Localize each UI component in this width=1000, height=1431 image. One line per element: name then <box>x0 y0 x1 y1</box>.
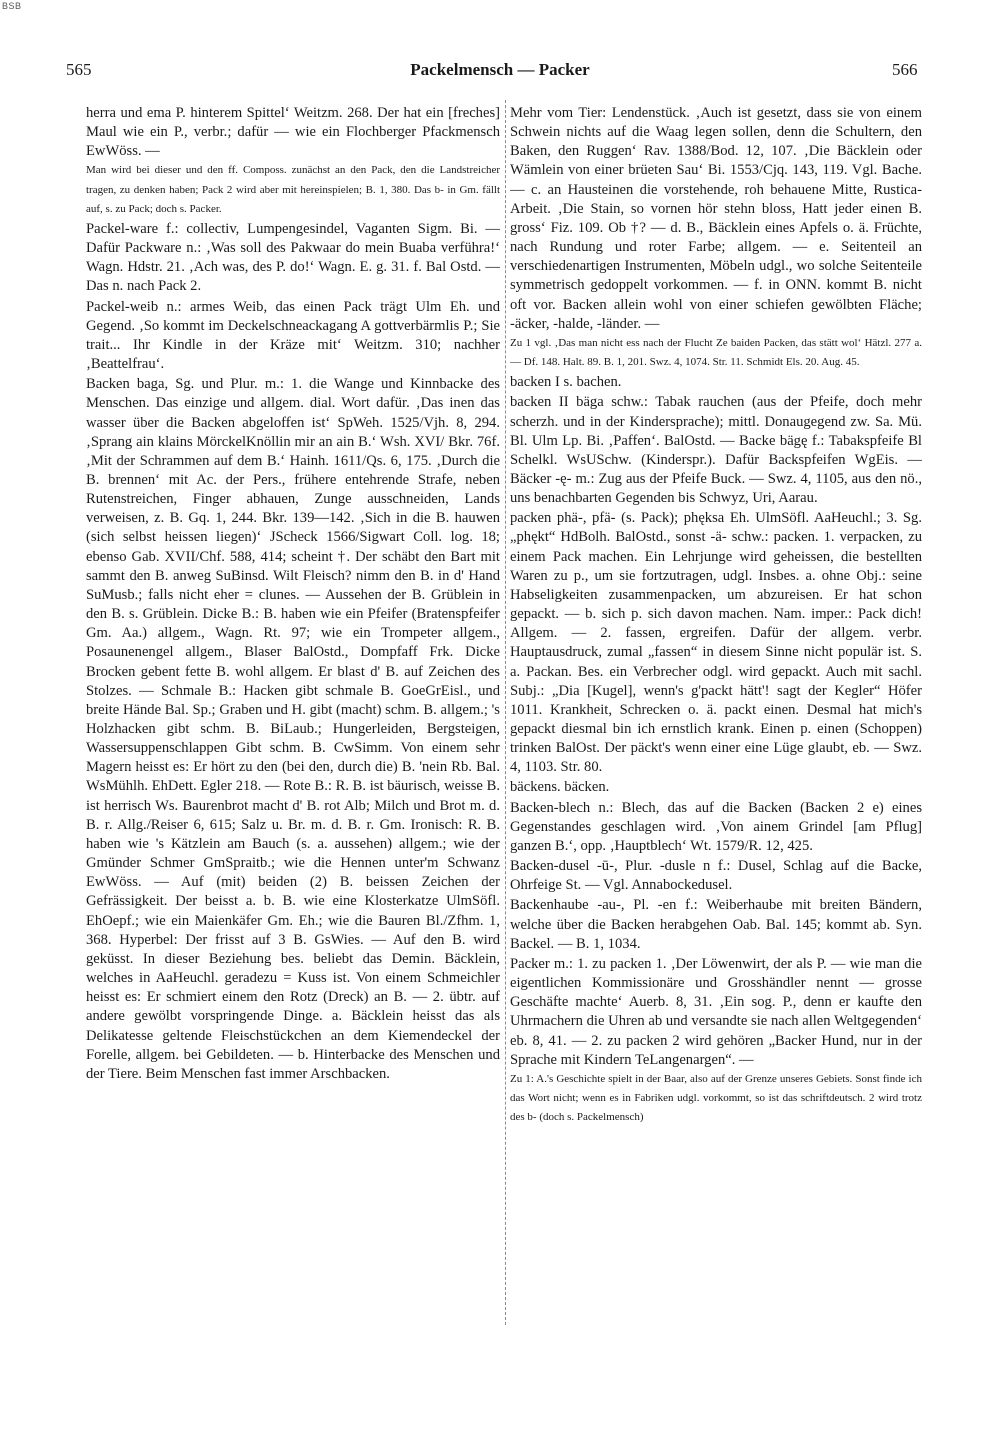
entry-backen-ii: backen II bäga schw.: Tabak rauchen (aus der Pfeife, doch mehr scherzh. und in der Kindersprache); mittl. Donaugegend zw. Sa. Mü. Bl. Ulm Lp. Bi. ‚Paffen‘. BalOstd. — Backe bägę f.: Tabakspfeife Bl Schelkl. WsUSchw. (Kinderspr.). Dafür Backspfeifen WgEis. — Bäcker -ę- m.: Zug aus der Pfeife Buck. — Swz. 4, 1105, aus den nö., uns benachbarten Gegenden bis Schwyz, Uri, Aarau. <box>510 394 922 507</box>
entry-backen-i: backen I s. bachen. <box>510 374 622 391</box>
entry-packel-weib: Packel-weib n.: armes Weib, das einen Pack trägt Ulm Eh. und Gegend. ‚So kommt im Deckelschneackagang A gottverbärmlis P.; Sie trait... Ihr Kindle in der Kräze mit‘ Weitzm. 310; nachher ‚Beattelfrau‘. <box>86 298 500 373</box>
entry-backen-continued: Mehr vom Tier: Lendenstück. ‚Auch ist gesetzt, dass sie von einem Schwein nichts auf die Waag legen sollen, denn die Schultern, den Baken, den Ruggen‘ Rav. 1388/Bod. 12, 107. ‚Die Bäcklein oder Wämlein von einer brüeten Sau‘ Bi. 1553/Cjq. 143, 119. Vgl. Bache. — c. an Hausteinen die vorstehende, roh behauene Mitte, Rustica-Arbeit. ‚Die Stain, so vornen hör stehn bloss, Hatt jeder einen B. gross‘ Fiz. 109. Ob †? — d. B., Bäcklein eines Apfels o. ä. Früchte, nach Rundung und roter Farbe; allgem. — e. Seitenteil an verschiedenartigen Instrumenten, Möbeln udgl., wo solche Seitenteile symmetrisch gedoppelt vorkommen. — f. in ONN. kommt B. nicht oft vor. Backen allein wohl von einer schiefen gewölbten Fläche; -äcker, -halde, -länder. — <box>510 105 922 332</box>
entry-backen-dusel: Backen-dusel -ū-, Plur. -dusle n f.: Dusel, Schlag auf die Backe, Ohrfeige St. — Vgl. Annabockedusel. <box>510 858 922 894</box>
entry-baecken: bäckens. bäcken. <box>510 779 610 796</box>
column-divider <box>505 100 506 1325</box>
entry-continuation: herra und ema P. hinterem Spittel‘ Weitzm. 268. Der hat ein [freches] Maul wie ein P., verbr.; dafür — wie ein Flochberger Pfackmensch EwWöss. — <box>86 105 500 160</box>
entry-backen-blech: Backen-blech n.: Blech, das auf die Backen (Backen 2 e) eines Gegenstandes geschlagen wird. ‚Von ainem Grindel [am Pflug] ganzen B.‘, opp. ‚Hauptblech‘ Wt. 1579/R. 12, 425. <box>510 799 922 854</box>
entry-packer: Packer m.: 1. zu packen 1. ‚Der Löwenwirt, der als P. — wie man die eigentlichen Kommissionäre und Grosshändler nennt — grosse Geschäfte machte‘ Auerb. 8, 31. ‚Ein sog. P., denn er kaufte den Uhrmachern die Uhren ab und versandte sie nach allen Weltgegenden‘ eb. 8, 41. — 2. zu packen 2 wird gehören „Backer Hund, nur in der Sprache mit Kindern TeLangenargen“. — <box>510 955 922 1068</box>
page-number-left: 565 <box>66 60 92 79</box>
left-column <box>86 104 500 1326</box>
page-number-right: 566 <box>892 60 918 79</box>
right-column <box>510 104 922 1326</box>
entry-backen: Backen baga, Sg. und Plur. m.: 1. die Wange und Kinnbacke des Menschen. Das einzige und allgem. dial. Wort dafür. ‚Das inen das wasser über die Backen abgeloffen ist‘ SpWeh. 1525/Vjh. 8, 294. ‚Sprang ain klains MörckelKnöllin mir an ain B.‘ Wsh. XVI/ Bkr. 76f. ‚Mit der Schrammen auf dem B.‘ Hainh. 1611/Qs. 6, 175. ‚Durch die B. brennen‘ mit Ac. der Pers., frühere entehrende Strafe, neben Rutenstreichen, Finger abhauen, Zunge ausschneiden, Lands verweisen, z. B. Gq. 1, 244. Bkr. 139—142. ‚Sich in die B. hauwen (sich selbst heissen liegen)‘ JScheck 1566/Sigwart Coll. log. 18; ebenso Gab. XVII/Chf. 588, 414; scheint †. Der schäbt den Bart mit sammt den B. anweg SuBinsd. Wilt Fleisch? nimm den B. in d' Hand SuMusb.; falls nicht eher = clunes. — Aussehen der B. Grüblein in den B. s. Grüblein. Dicke B.: B. haben wie ein Pfeifer (Bratenspfeifer Gm. Aa.) allgem., Wagn. Rt. 97; wie ein Trompeter allgem., Posaunenengel allgem., Blaser BalOstd., Dompfaff Frk. Dicke Brocken gebent fette B. wohl allgem. Er blast d' B. auf Zeichen des Stolzes. — Schmale B.: Hacken gibt schmale B. GoeGrEisl., und breite Hände Bal. Sp.; Graben und H. gibt (macht) schm. B. allgem.; 's Holzhacken gibt schm. B. BiLaub.; Hungerleiden, Bergsteigen, Wassersuppenschlappen Gibt schm. B. CwSimm. Von einem sehr Magern heisst es: Er hört zu den (bei den, durch die) B. 'nein Rb. Bal. WsMühlh. EhDett. Egler 218. — Rote B.: R. B. ist bäurisch, weisse B. ist herrisch Ws. Baurenbrot macht d' B. rot Alb; Milch und Brot m. d. B. r. Allg./Reiser 6, 615; Salz u. Br. m. d. B. r. Gm. Ironisch: R. B. haben wie 's Kätzlein am Bauch (s. a. aussehen) allgem.; wie der Gmünder Schmer GmSpraitb.; wie die Hennen unter'm Schwanz EwWöss. — Auf (mit) beiden (2) B. beissen Zeichen der Gefrässigkeit. Der beisst a. b. B. wie eine Klosterkatze UlmSöfl. EhOepf.; wie ein Maienkäfer Gm. Eh.; wie die Bauren Bl./Zfhm. 1, 368. Hyperbel: Der frisst auf 3 B. GsWies. — Auf den B. wird geküsst. In dieser Beziehung bes. beliebt das Demin. Bäcklein, welches in AaHeuchl. geradezu = Kuss ist. Von einem Schmeichler heisst es: Er schmiert einem den Rotz (Dreck) an B. — 2. übtr. auf andere gewölbt vorspringende Dinge. a. Bäcklein heisst das als Delikatesse geltende Fleischstückchen an dem Kiemendeckel der Forelle, allgem. bei Gebildeten. — b. Hinterbacke des Menschen und der Tiere. Beim Menschen fast immer Arschbacken. <box>86 376 500 1082</box>
running-head: Packelmensch — Packer <box>410 60 590 79</box>
packer-note: Zu 1: A.'s Geschichte spielt in der Baar, also auf der Grenze unseres Gebiets. Sonst finde ich das Wort nicht; wenn es in Fabriken udgl. vorkommt, so ist das schriftdeutsch. 2 wird trotz des b- (doch s. Packelmensch) <box>510 1072 922 1124</box>
etymology-note: Man wird bei dieser und den ff. Composs. zunächst an den Pack, den die Landstreicher tragen, zu denken haben; Pack 2 wird aber mit hereinspielen; B. 1, 380. Das b- in Gm. fällt auf, s. zu Pack; doch s. Packer. <box>86 164 500 215</box>
backen-note: Zu 1 vgl. ‚Das man nicht ess nach der Flucht Ze baiden Packen, das stätt wol‘ Hätzl. 277 a. — Df. 148. Halt. 89. B. 1, 201. Swz. 4, 1074. Str. 11. Schmidt Els. 20. Aug. 45. <box>510 336 922 369</box>
entry-backenhaube: Backenhaube -au-, Pl. -en f.: Weiberhaube mit breiten Bändern, welche über die Backen herabgehen Oab. Bal. 145; kommt ab. Syn. Backel. — B. 1, 1034. <box>510 897 922 952</box>
entry-packel-ware: Packel-ware f.: collectiv, Lumpengesindel, Vaganten Sigm. Bi. — Dafür Packware n.: ‚Was soll des Pakwaar do mein Buaba verführa!‘ Wagn. Hdstr. 21. ‚Ach was, des P. do!‘ Wagn. E. g. 31. f. Bal Ostd. — Das n. nach Pack 2. <box>86 220 500 295</box>
library-stamp: BSB <box>2 1 22 11</box>
entry-packen: packen phä-, pfä- (s. Pack); phęksa Eh. UlmSöfl. AaHeuchl.; 3. Sg. „phękt“ HdBolh. BalOstd., sonst -ä- schw.: packen. 1. verpacken, zu einem Pack machen. Ein Lehrjunge wird geheissen, die bestellten Waren zu p., um sie fortzutragen, udgl. Insbes. a. ohne Obj.: seine Habseligkeiten zusammenpacken, um abzureisen. Er hat schon gepackt. — b. sich p. sich davon machen. Nam. imper.: Pack dich! Allgem. — 2. fassen, ergreifen. Dafür der allgem. verbr. Hauptausdruck, zumal „fassen“ in diesem Sinne nicht populär ist. S. a. Packan. Bes. ein Verbrecher odgl. wird gepackt. Auch mit sachl. Subj.: „Dia [Kugel], wenn's g'packt hätt'! sagt der Kegler“ Höfer 1011. Krankheit, Schrecken o. ä. packt einen. Desmal hat mich's gepackt diesmal bin ich ernstlich krank. Einen p. einen (Schoppen) trinken BalOst. Der päckt's wenn einer eine Lüge glaubt, eb. — Swz. 4, 1103. Str. 80. <box>510 510 922 776</box>
